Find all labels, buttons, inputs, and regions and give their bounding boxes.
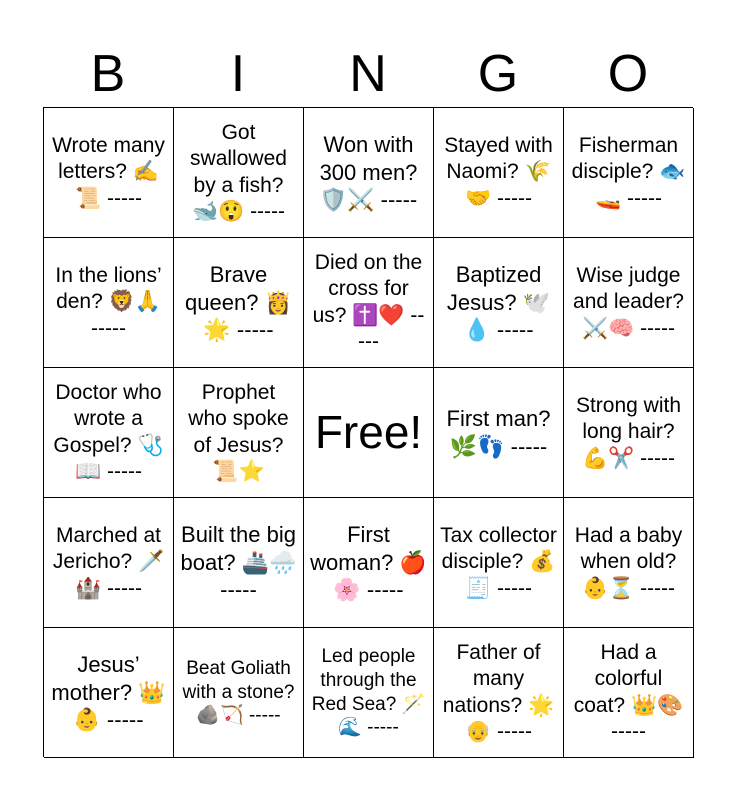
header-letter-g: G: [477, 45, 519, 103]
bingo-cell[interactable]: [304, 628, 434, 758]
cell-label: Jesus’ mother? 👑👶 -----: [51, 651, 166, 733]
cell-label: In the lions’ den? 🦁🙏 -----: [55, 263, 162, 340]
bingo-cell[interactable]: [564, 368, 694, 498]
bingo-card: [43, 107, 693, 757]
cell-label: Fisherman disciple? 🐟🚤 -----: [571, 133, 686, 210]
cell-label: Doctor who wrote a Gospel? 🩺📖 -----: [53, 380, 164, 483]
cell-label: Had a colorful coat? 👑🎨 -----: [573, 640, 684, 743]
header-letter-n: N: [349, 45, 387, 103]
cell-label: Stayed with Naomi? 🌾🤝 -----: [444, 133, 553, 210]
bingo-cell[interactable]: [304, 238, 434, 368]
bingo-cell[interactable]: [44, 238, 174, 368]
bingo-cell[interactable]: [564, 108, 694, 238]
bingo-cell[interactable]: [304, 108, 434, 238]
cell-label: Marched at Jericho? 🗡️🏰 -----: [52, 523, 165, 600]
cell-label: Wrote many letters? ✍️📜 -----: [52, 133, 165, 210]
bingo-cell[interactable]: [304, 498, 434, 628]
cell-label: Prophet who spoke of Jesus? 📜⭐: [188, 380, 289, 483]
bingo-cell[interactable]: [434, 238, 564, 368]
cell-label: Built the big boat? 🚢🌧️ -----: [180, 521, 297, 603]
free-space-label: Free!: [314, 405, 423, 458]
bingo-cell[interactable]: [564, 238, 694, 368]
bingo-cell[interactable]: [564, 628, 694, 758]
header-letter-b: B: [90, 45, 126, 103]
free-space-cell[interactable]: [304, 368, 434, 498]
header-letter-o: O: [607, 45, 649, 103]
cell-label: Strong with long hair? 💪✂️ -----: [575, 393, 682, 470]
header-letter-i: I: [230, 45, 246, 103]
cell-label: Got swallowed by a fish? 🐋😲 -----: [190, 120, 287, 223]
cell-label: Led people through the Red Sea? 🪄🌊 -----: [311, 645, 426, 739]
cell-label: Father of many nations? 🌟👴 -----: [442, 640, 555, 743]
bingo-cell[interactable]: [434, 368, 564, 498]
cell-label: Tax collector disciple? 💰🧾 -----: [440, 523, 557, 600]
cell-label: Died on the cross for us? ✝️❤️ -----: [312, 250, 425, 353]
bingo-cell[interactable]: [434, 108, 564, 238]
bingo-cell[interactable]: [434, 498, 564, 628]
bingo-cell[interactable]: [564, 498, 694, 628]
bingo-cell[interactable]: [44, 108, 174, 238]
bingo-cell[interactable]: [174, 238, 304, 368]
bingo-cell[interactable]: [174, 628, 304, 758]
bingo-cell[interactable]: [44, 628, 174, 758]
bingo-cell[interactable]: [174, 498, 304, 628]
bingo-cell[interactable]: [174, 368, 304, 498]
cell-label: Beat Goliath with a stone? 🪨🏹 -----: [182, 657, 295, 727]
bingo-cell[interactable]: [44, 498, 174, 628]
cell-label: Wise judge and leader? ⚔️🧠 -----: [573, 263, 684, 340]
bingo-cell[interactable]: [174, 108, 304, 238]
cell-label: First man? 🌿👣 -----: [446, 405, 551, 459]
cell-label: Won with 300 men? 🛡️⚔️ -----: [319, 131, 418, 213]
bingo-cell[interactable]: [434, 628, 564, 758]
cell-label: Had a baby when old? 👶⏳ -----: [574, 523, 683, 600]
cell-label: Brave queen? 👸🌟 -----: [185, 261, 292, 343]
cell-label: First woman? 🍎🌸 -----: [310, 521, 427, 603]
bingo-header: [43, 40, 693, 108]
bingo-cell[interactable]: [44, 368, 174, 498]
cell-label: Baptized Jesus? 🕊️💧 -----: [446, 261, 551, 343]
